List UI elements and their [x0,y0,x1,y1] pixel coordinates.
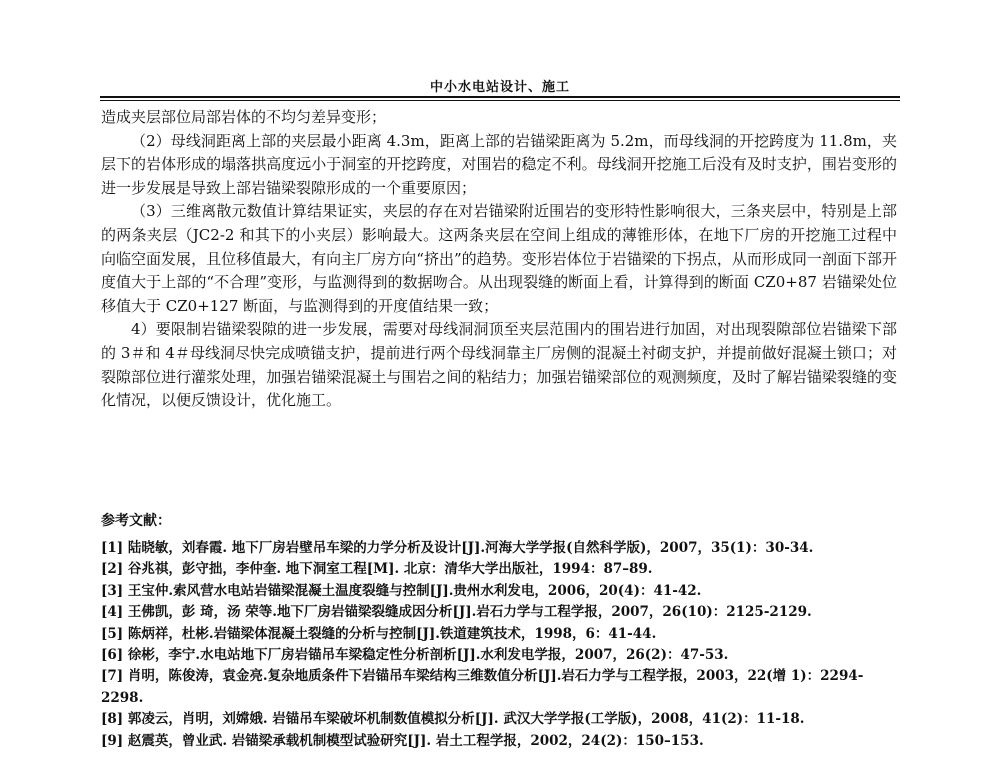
paragraph-point-3: （3）三维离散元数值计算结果证实，夹层的存在对岩锚梁附近围岩的变形特性影响很大，三条夹层中，特别是上部的两条夹层（JC2-2 和其下的小夹层）影响最大。这两条夹层在空间上组成的薄锥形体，在地下厂房的开挖施工过程中向临空面发展，且位移值最大，有向主厂房方向“挤出”的趋势。变形岩体位于岩锚梁的下拐点，从而形成同一剖面下部开度值大于上部的“不合理”变形，与监测得到的数据吻合。从出现裂缝的断面上看，计算得到的断面 CZ0+87 岩锚梁处位移值大于 CZ0+127 断面，与监测得到的开度值结果一致； [101,202,897,315]
reference-item: [1] 陆晓敏，刘春霞. 地下厂房岩壁吊车梁的力学分析及设计[J].河海大学学报(自然科学版)，2007，35(1)：30-34. [101,540,814,556]
reference-item: [4] 王佛凯，彭 琦，汤 荣等.地下厂房岩锚梁裂缝成因分析[J].岩石力学与工程学报，2007，26(10)：2125-2129. [101,604,812,621]
reference-list [101,538,897,752]
reference-item: [9] 赵震英，曾业武. 岩锚梁承载机制模型试验研究[J]. 岩土工程学报，2002，24(2)：150–153. [101,732,704,749]
body-text [101,106,897,413]
header-rule-thick [100,96,900,98]
reference-item: [2] 谷兆祺，彭守拙，李仲奎. 地下洞室工程[M]. 北京：清华大学出版社，1994：87–89. [101,561,653,578]
references-title: 参考文献： [101,513,171,529]
reference-item: [5] 陈炳祥，杜彬.岩锚梁体混凝土裂缝的分析与控制[J].铁道建筑技术，1998，6：41-44. [101,625,657,642]
reference-item: [6] 徐彬，李宁.水电站地下厂房岩锚吊车梁稳定性分析剖析[J].水利发电学报，2007，26(2)：47-53. [101,647,729,664]
running-head: 中小水电站设计、施工 [429,80,570,95]
reference-item: [8] 郭凌云，肖明，刘嫦娥. 岩锚吊车梁破坏机制数值模拟分析[J]. 武汉大学学报(工学版)，2008，41(2)：11-18. [101,711,805,728]
paragraph-point-2: （2）母线洞距离上部的夹层最小距离 4.3m，距离上部的岩锚梁距离为 5.2m，而母线洞的开挖跨度为 11.8m，夹层下的岩体形成的塌落拱高度远小于洞室的开挖跨度，对围岩的稳定不利。母线洞开挖施工后没有及时支护，围岩变形的进一步发展是导致上部岩锚梁裂隙形成的一个重要原因； [101,131,897,197]
reference-item: [3] 王宝仲.索风营水电站岩锚梁混凝土温度裂缝与控制[J].贵州水利发电，2006，20(4)：41-42. [101,582,702,599]
reference-item: [7] 肖明，陈俊涛，袁金亮.复杂地质条件下岩锚吊车梁结构三维数值分析[J].岩石力学与工程学报，2003，22(增 1)：2294-2298. [101,668,864,706]
header-rule-thin [100,100,900,101]
paragraph-point-4: 4）要限制岩锚梁裂隙的进一步发展，需要对母线洞洞顶至夹层范围内的围岩进行加固，对出现裂隙部位岩锚梁下部的 3＃和 4＃母线洞尽快完成喷锚支护，提前进行两个母线洞靠主厂房侧的混凝土衬砌支护，并提前做好混凝土锁口；对裂隙部位进行灌浆处理，加强岩锚梁混凝土与围岩之间的粘结力；加强岩锚梁部位的观测频度，及时了解岩锚梁裂缝的变化情况，以便反馈设计，优化施工。 [101,320,897,410]
paragraph-continuation: 造成夹层部位局部岩体的不均匀差异变形； [101,108,387,126]
